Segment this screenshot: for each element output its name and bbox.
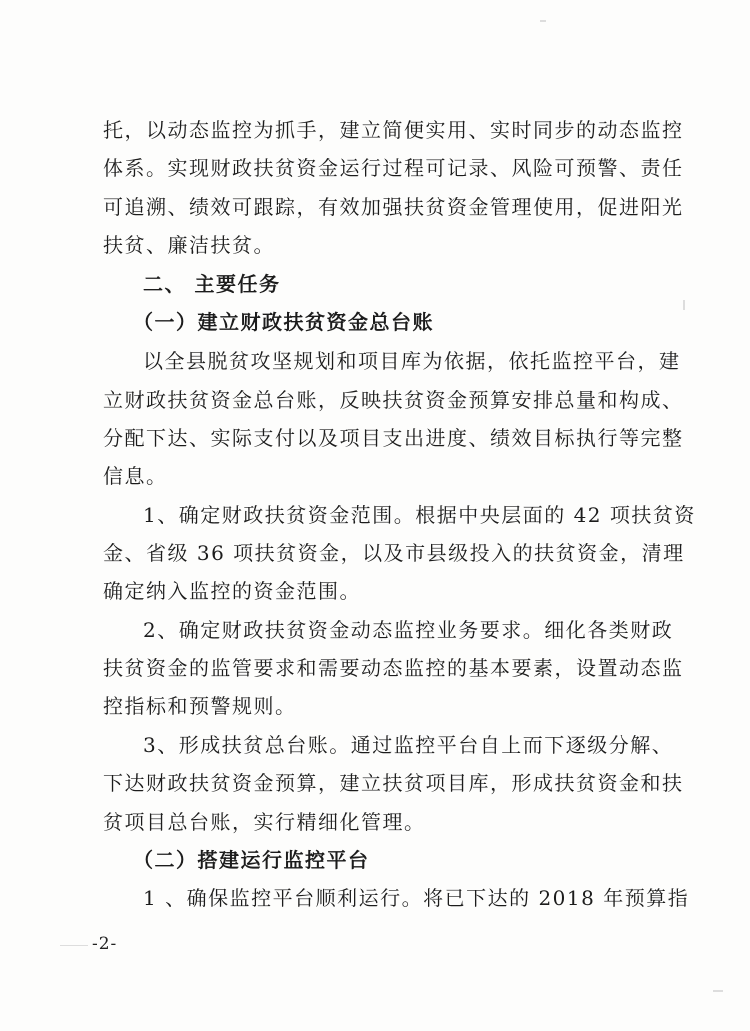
body-text-line: 分配下达、实际支付以及项目支出进度、绩效目标执行等完整 — [103, 426, 684, 450]
list-item-text: 1、确定财政扶贫资金范围。根据中央层面的 42 项扶贫资 — [143, 503, 696, 527]
scan-artifact — [683, 300, 685, 310]
body-text-line: 下达财政扶贫资金预算，建立扶贫项目库，形成扶贫资金和扶 — [103, 771, 684, 795]
page-number: -2- — [92, 934, 118, 954]
body-text-line: 贫项目总台账，实行精细化管理。 — [103, 810, 426, 834]
body-text-line: 托，以动态监控为抓手，建立简便实用、实时同步的动态监控 — [103, 118, 684, 142]
body-text-line: 以全县脱贫攻坚规划和项目库为依据，依托监控平台，建 — [143, 349, 681, 373]
subsection-heading: （二）搭建运行监控平台 — [133, 848, 370, 872]
scan-artifact — [60, 945, 88, 946]
section-heading: 二、 主要任务 — [143, 272, 281, 296]
body-text-line: 扶贫资金的监管要求和需要动态监控的基本要素，设置动态监 — [103, 656, 684, 680]
body-text-line: 确定纳入监控的资金范围。 — [103, 579, 361, 603]
body-text-line: 控指标和预警规则。 — [103, 694, 297, 718]
list-item-text: 1 、确保监控平台顺利运行。将已下达的 2018 年预算指 — [143, 886, 690, 910]
body-text-line: 金、省级 36 项扶贫资金，以及市县级投入的扶贫资金，清理 — [103, 541, 685, 565]
subsection-heading: （一）建立财政扶贫资金总台账 — [133, 310, 434, 334]
body-text-line: 体系。实现财政扶贫资金运行过程可记录、风险可预警、责任 — [103, 156, 684, 180]
body-text-line: 可追溯、绩效可跟踪，有效加强扶贫资金管理使用，促进阳光 — [103, 195, 684, 219]
body-text-line: 扶贫、廉洁扶贫。 — [103, 233, 275, 257]
body-text-line: 信息。 — [103, 464, 168, 488]
scan-artifact — [540, 20, 546, 22]
scan-artifact — [713, 990, 723, 992]
list-item-text: 3、形成扶贫总台账。通过监控平台自上而下逐级分解、 — [143, 733, 674, 757]
body-text-line: 立财政扶贫资金总台账，反映扶贫资金预算安排总量和构成、 — [103, 388, 684, 412]
list-item-text: 2、确定财政扶贫资金动态监控业务要求。细化各类财政 — [143, 618, 674, 642]
